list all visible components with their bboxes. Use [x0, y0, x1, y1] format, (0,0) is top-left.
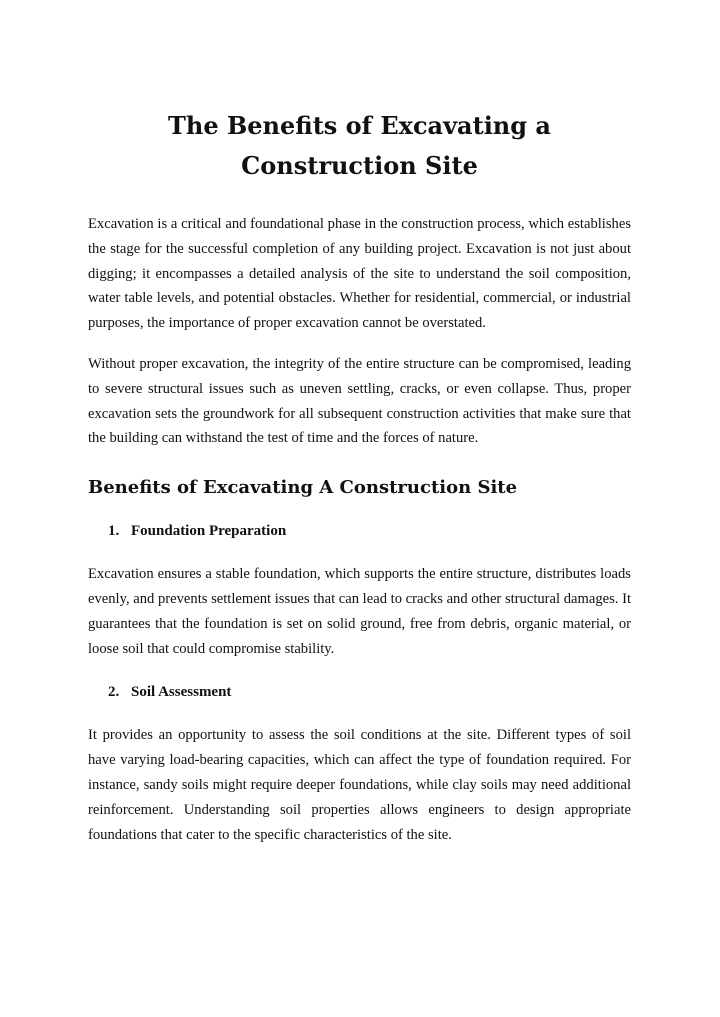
section-heading: Benefits of Excavating A Construction Site [88, 477, 518, 499]
list-item-heading [88, 681, 631, 703]
list-item-body: It provides an opportunity to assess the soil conditions at the site. Different types of soil have varying load-bearing capacities, which can affect the type of foundation required. For instance, sandy soils might require deeper foundations, while clay soils may need additional reinforcement. Understanding soil properties allows engineers to design appropriate foundations that cater to the specific characteristics of the site. [88, 727, 631, 843]
list-item-title: Soil Assessment [131, 684, 232, 701]
list-item-title: Foundation Preparation [131, 523, 287, 540]
list-item-number: 2. [108, 684, 120, 701]
document-page [88, 106, 631, 847]
list-item-number: 1. [108, 523, 120, 540]
intro-paragraph: Without proper excavation, the integrity of the entire structure can be compromised, leading to severe structural issues such as uneven settling, cracks, or even collapse. Thus, proper excavation sets the groundwork for all subsequent construction activities that make sure that the building can withstand the test of time and the forces of nature. [88, 355, 631, 447]
document-title: The Benefits of Excavating a Construction Site [168, 111, 551, 180]
list-item-heading [88, 520, 631, 542]
list-item-body: Excavation ensures a stable foundation, which supports the entire structure, distributes loads evenly, and prevents settlement issues that can lead to cracks and other structural damages. It guarantees that the foundation is set on solid ground, free from debris, organic material, or loose soil that could compromise stability. [88, 566, 631, 657]
intro-paragraph: Excavation is a critical and foundational phase in the construction process, which establishes the stage for the successful completion of any building project. Excavation is not just about digging; it encompasses a detailed analysis of the site to understand the soil composition, water table levels, and potential obstacles. Whether for residential, commercial, or industrial purposes, the importance of proper excavation cannot be overstated. [88, 216, 631, 332]
